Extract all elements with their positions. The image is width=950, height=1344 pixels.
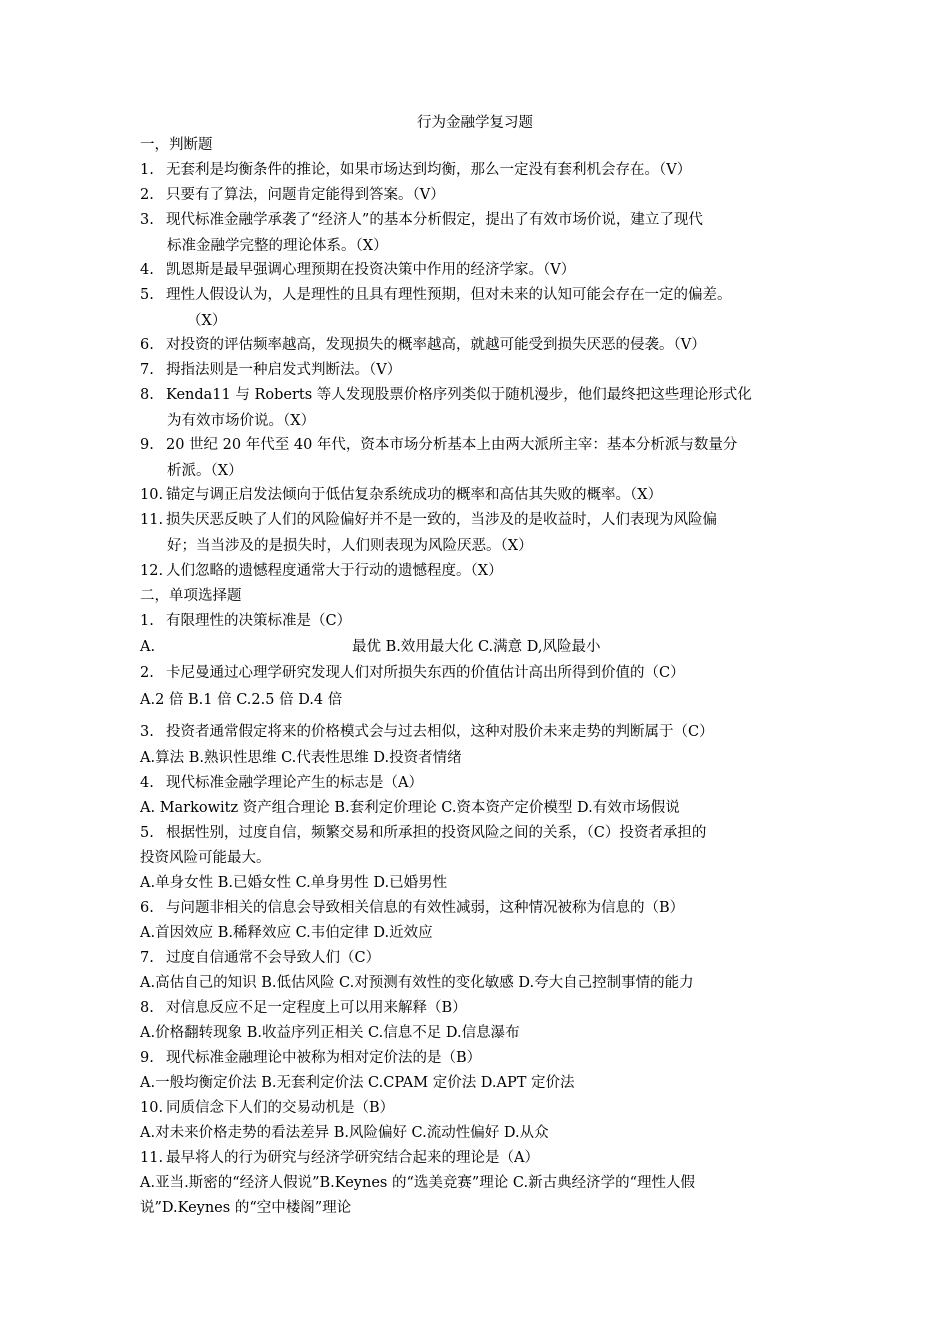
item-text: 理性人假设认为，人是理性的且具有理性预期，但对未来的认知可能会存在一定的偏差。 bbox=[166, 287, 732, 303]
item-number: 2. bbox=[140, 187, 154, 203]
question-number: 10. bbox=[140, 1100, 164, 1116]
question-text: 投资者通常假定将来的价格模式会与过去相似，这种对股价未来走势的判断属于（C） bbox=[166, 724, 714, 740]
question-text: 同质信念下人们的交易动机是（B） bbox=[166, 1100, 395, 1116]
item-text: 20 世纪 20 年代至 40 年代，资本市场分析基本上由两大派所主宰：基本分析派与数量分 bbox=[166, 437, 738, 453]
section-heading-true-false: 一，判断题 bbox=[140, 137, 213, 153]
item-number: 1. bbox=[140, 162, 154, 178]
question-number: 9. bbox=[140, 1050, 154, 1066]
question-text: 最早将人的行为研究与经济学研究结合起来的理论是（A） bbox=[166, 1150, 539, 1166]
item-number: 11. bbox=[140, 512, 164, 528]
mc-options-10: A.对未来价格走势的看法差异 B.风险偏好 C.流动性偏好 D.从众 bbox=[140, 1125, 549, 1141]
item-text: 拇指法则是一种启发式判断法。（V） bbox=[166, 362, 402, 378]
item-text: 只要有了算法，问题肯定能得到答案。（V） bbox=[166, 187, 445, 203]
item-text-continued: 为有效市场价说。（X） bbox=[167, 413, 316, 429]
item-text: 人们忽略的遗憾程度通常大于行动的遗憾程度。（X） bbox=[166, 563, 503, 579]
item-text-continued: （X） bbox=[187, 313, 227, 329]
mc-options-2: A.2 倍 B.1 倍 C.2.5 倍 D.4 倍 bbox=[140, 692, 343, 708]
question-text: 根据性别，过度自信，频繁交易和所承担的投资风险之间的关系，（C）投资者承担的 bbox=[166, 825, 707, 841]
question-number: 2. bbox=[140, 665, 154, 681]
question-number: 3. bbox=[140, 724, 154, 740]
item-text: 对投资的评估频率越高，发现损失的概率越高，就越可能受到损失厌恶的侵袭。（V） bbox=[166, 337, 706, 353]
item-number: 12. bbox=[140, 563, 164, 579]
question-text: 对信息反应不足一定程度上可以用来解释（B） bbox=[166, 1000, 467, 1016]
mc-question-5-continued: 投资风险可能最大。 bbox=[140, 850, 271, 866]
item-number: 8. bbox=[140, 387, 154, 403]
mc-options-6: A.首因效应 B.稀释效应 C.韦伯定律 D.近效应 bbox=[140, 925, 433, 941]
item-number: 10. bbox=[140, 487, 164, 503]
item-number: 9. bbox=[140, 437, 154, 453]
mc-options-3: A.算法 B.熟识性思维 C.代表性思维 D.投资者情绪 bbox=[140, 750, 462, 766]
item-text: 凯恩斯是最早强调心理预期在投资决策中作用的经济学家。（V） bbox=[166, 262, 576, 278]
item-number: 4. bbox=[140, 262, 154, 278]
item-text: 无套利是均衡条件的推论，如果市场达到均衡，那么一定没有套利机会存在。（V） bbox=[166, 162, 692, 178]
question-text: 有限理性的决策标准是（C） bbox=[166, 613, 352, 629]
mc-options-5: A.单身女性 B.已婚女性 C.单身男性 D.已婚男性 bbox=[140, 875, 448, 891]
mc-options-7: A.高估自己的知识 B.低估风险 C.对预测有效性的变化敏感 D.夸大自己控制事情的能力 bbox=[140, 975, 694, 991]
item-text: 损失厌恶反映了人们的风险偏好并不是一致的，当涉及的是收益时，人们表现为风险偏 bbox=[166, 512, 717, 528]
item-number: 7. bbox=[140, 362, 154, 378]
question-text: 卡尼曼通过心理学研究发现人们对所损失东西的价值估计高出所得到价值的（C） bbox=[166, 665, 685, 681]
question-number: 11. bbox=[140, 1150, 164, 1166]
mc-options-9: A.一般均衡定价法 B.无套利定价法 C.CPAM 定价法 D.APT 定价法 bbox=[140, 1075, 575, 1091]
item-text-continued: 析派。（X） bbox=[167, 463, 243, 479]
item-text: 锚定与调正启发法倾向于低估复杂系统成功的概率和高估其失败的概率。（X） bbox=[166, 487, 663, 503]
item-number: 6. bbox=[140, 337, 154, 353]
mc-options-11-continued: 说”D.Keynes 的“空中楼阁”理论 bbox=[140, 1200, 352, 1216]
mc-options-1-label-a: A. bbox=[140, 639, 156, 655]
question-number: 4. bbox=[140, 775, 154, 791]
question-number: 8. bbox=[140, 1000, 154, 1016]
mc-options-4: A. Markowitz 资产组合理论 B.套利定价理论 C.资本资产定价模型 D.有效市场假说 bbox=[140, 800, 680, 816]
question-number: 7. bbox=[140, 950, 154, 966]
mc-options-8: A.价格翻转现象 B.收益序列正相关 C.信息不足 D.信息瀑布 bbox=[140, 1025, 520, 1041]
item-text: Kenda11 与 Roberts 等人发现股票价格序列类似于随机漫步，他们最终把这些理论形式化 bbox=[166, 387, 752, 403]
mc-options-1: 最优 B.效用最大化 C.满意 D,风险最小 bbox=[352, 639, 601, 655]
mc-options-11: A.亚当.斯密的“经济人假说”B.Keynes 的“选美竞赛”理论 C.新古典经济学的“理性人假 bbox=[140, 1175, 695, 1191]
question-number: 6. bbox=[140, 900, 154, 916]
item-text-continued: 好；当当涉及的是损失时，人们则表现为风险厌恶。（X） bbox=[167, 538, 533, 554]
question-text: 与问题非相关的信息会导致相关信息的有效性减弱，这种情况被称为信息的（B） bbox=[166, 900, 685, 916]
item-number: 3. bbox=[140, 212, 154, 228]
item-text: 现代标准金融学承袭了“经济人”的基本分析假定，提出了有效市场价说，建立了现代 bbox=[166, 212, 703, 228]
item-text-continued: 标准金融学完整的理论体系。（X） bbox=[167, 238, 388, 254]
question-text: 现代标准金融学理论产生的标志是（A） bbox=[166, 775, 423, 791]
question-number: 1. bbox=[140, 613, 154, 629]
question-number: 5. bbox=[140, 825, 154, 841]
item-number: 5. bbox=[140, 287, 154, 303]
section-heading-single-choice: 二，单项选择题 bbox=[140, 588, 242, 604]
question-text: 现代标准金融理论中被称为相对定价法的是（B） bbox=[166, 1050, 482, 1066]
document-title: 行为金融学复习题 bbox=[417, 115, 533, 131]
question-text: 过度自信通常不会导致人们（C） bbox=[166, 950, 381, 966]
